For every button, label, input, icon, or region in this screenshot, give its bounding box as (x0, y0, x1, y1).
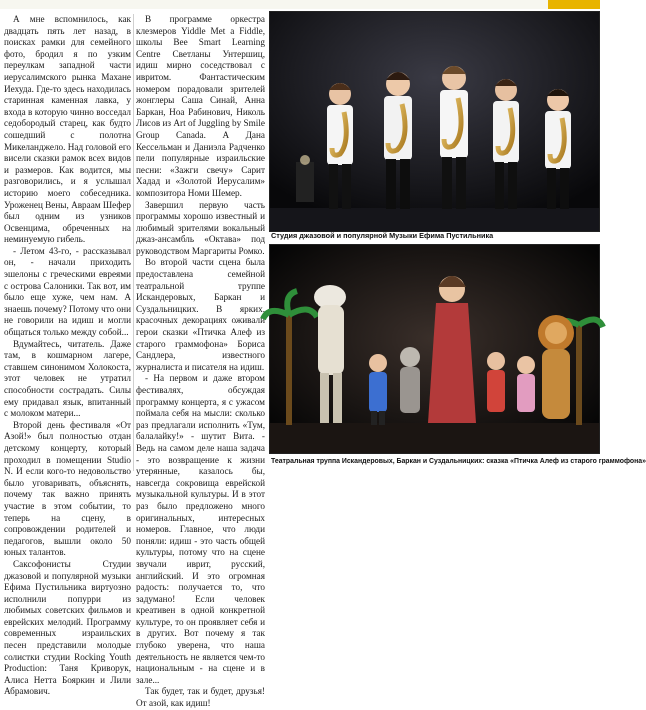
text-column-left (4, 14, 131, 697)
theater-illustration (270, 245, 599, 453)
page-accent-strip (548, 0, 600, 9)
lion-costume (538, 315, 574, 419)
photo-theater-troupe (269, 244, 600, 454)
paragraph: Саксофонисты Студии джазовой и популярной музыки Ефима Пустильника виртуозно исполнили попурри из любимых советских фильмов и еврейских мелодий. Программу современных израильских песен представили молодые солистки студии Rocking Youth Production: Таня Криворук, Алиса Нетта Бояркин и Лили Абрамович. (4, 558, 131, 697)
photo-saxophonists (269, 11, 600, 232)
text-column-middle (136, 14, 265, 709)
paragraph: - На первом и даже втором фестивалях, обсуждая программу концерта, я с ужасом поймала себя на мысли: сколько раз предлагали исполнить «Тум, балалайку!» - шутит Вита. - Ведь на самом деле наша задача - это возвращение к жизни утерянные, казалось бы, навсегда сокровища еврейской музыкальной культуры. И в этот раз было предложено много оригинальных, интересных номеров. Главное, что люди поняли: идиш - это часть общей культуры, потому что на сцене звучали иврит, русский, английский. И это огромная радость: получается то, что задумано! Если человек креативен в одной конкретной культуре, то он проявляет себя и в других. Вот почему я так глубоко уверена, что наша деятельность не является чем-то национальным - на сцене и в зале... (136, 373, 265, 685)
paragraph: Во второй части сцена была предоставлена семейной театральной труппе Искандеровых, Баркан и Суздальницких. В ярких, красочных декорациях оживали герои сказки «Птичка Алеф из старого граммофона» Бориса Сандлера, известного журналиста и писателя на идиш. (136, 257, 265, 372)
top-bar (0, 0, 600, 9)
paragraph: Так будет, так и будет, друзья! От азой, как идиш! (136, 686, 265, 709)
child-pink (517, 356, 535, 412)
paragraph: Второй день фестиваля «От Азой!» был полностью отдан детскому концерту, который проходил в помещении Studio N. И если кого-то недовольство было уговаривать, объяснять, почему так важно принять участие в этом событии, то теперь на сцену, в сопровождении родителей и педагогов, вышли около 50 юных талантов. (4, 419, 131, 558)
paragraph: В программе оркестра клезмеров Yiddle Met a Fiddle, школы Bee Smart Learning Centre Светланы Унтершиц, идиш мирно соседствовал с ивритом. Фантастическим номером порадовали зрителей жонглеры Саша Синай, Анна Баркан, Ноа Рабинович, Николь Лисов из Art of Juggling by Smile Group Canada. А Дана Кессельман и Даниэла Радченко пели популярные израильские песни: «Зажги свечу» Сарит Хадад и «Золотой Иерусалим» композитора Номи Шемер. (136, 14, 265, 198)
photo-caption-theater: Театральная труппа Искандеровых, Баркан и Суздальницких: сказка «Птичка Алеф из старого граммофона» (271, 458, 646, 465)
paragraph: А мне вспомнилось, как двадцать пять лет назад, в поисках рамки для семейного фото, бродил я по узким переулкам западной части иерусалимского рынка Махане Иехуда. Где-то здесь находилась старинная каменная лавка, у входа в которую чинно восседал седобородый старец, как будто сошедший с полотна Микеланджело. Над головой его висели сказки рамок всех видов и размеров. Как водится, мы разговорились, и я услышал историю моего собеседника. Уроженец Вены, Авраам Шефер был одним из узников Освенцима, обреченных на неминуемую гибель. (4, 14, 131, 245)
saxophonists-illustration (270, 12, 599, 231)
paragraph: Завершил первую часть программы хорошо известный и любимый зрителями вокальный джаз-ансамбль «Октава» под руководством Маргариты Ромко. (136, 199, 265, 256)
column-divider (133, 14, 134, 471)
child-gray (400, 347, 420, 413)
paragraph: - Летом 43-го, - рассказывал он, - начали приходить эшелоны с греческими евреями с острова Салоники. Так вот, им было еще хуже, чем нам. А знаешь почему? Потому что они не говорили на идиш и могли общаться только между собой... (4, 245, 131, 338)
photo-caption-saxophonists: Студия джазовой и популярной Музыки Ефима Пустильника (271, 231, 494, 240)
paragraph: Вдумайтесь, читатель. Даже там, в кошмарном лагере, ставшем синонимом Холокоста, этот человек не утратил способности сострадать. Силы ему придавал язык, впитанный с молоком матери... (4, 338, 131, 419)
child-red (487, 352, 505, 412)
